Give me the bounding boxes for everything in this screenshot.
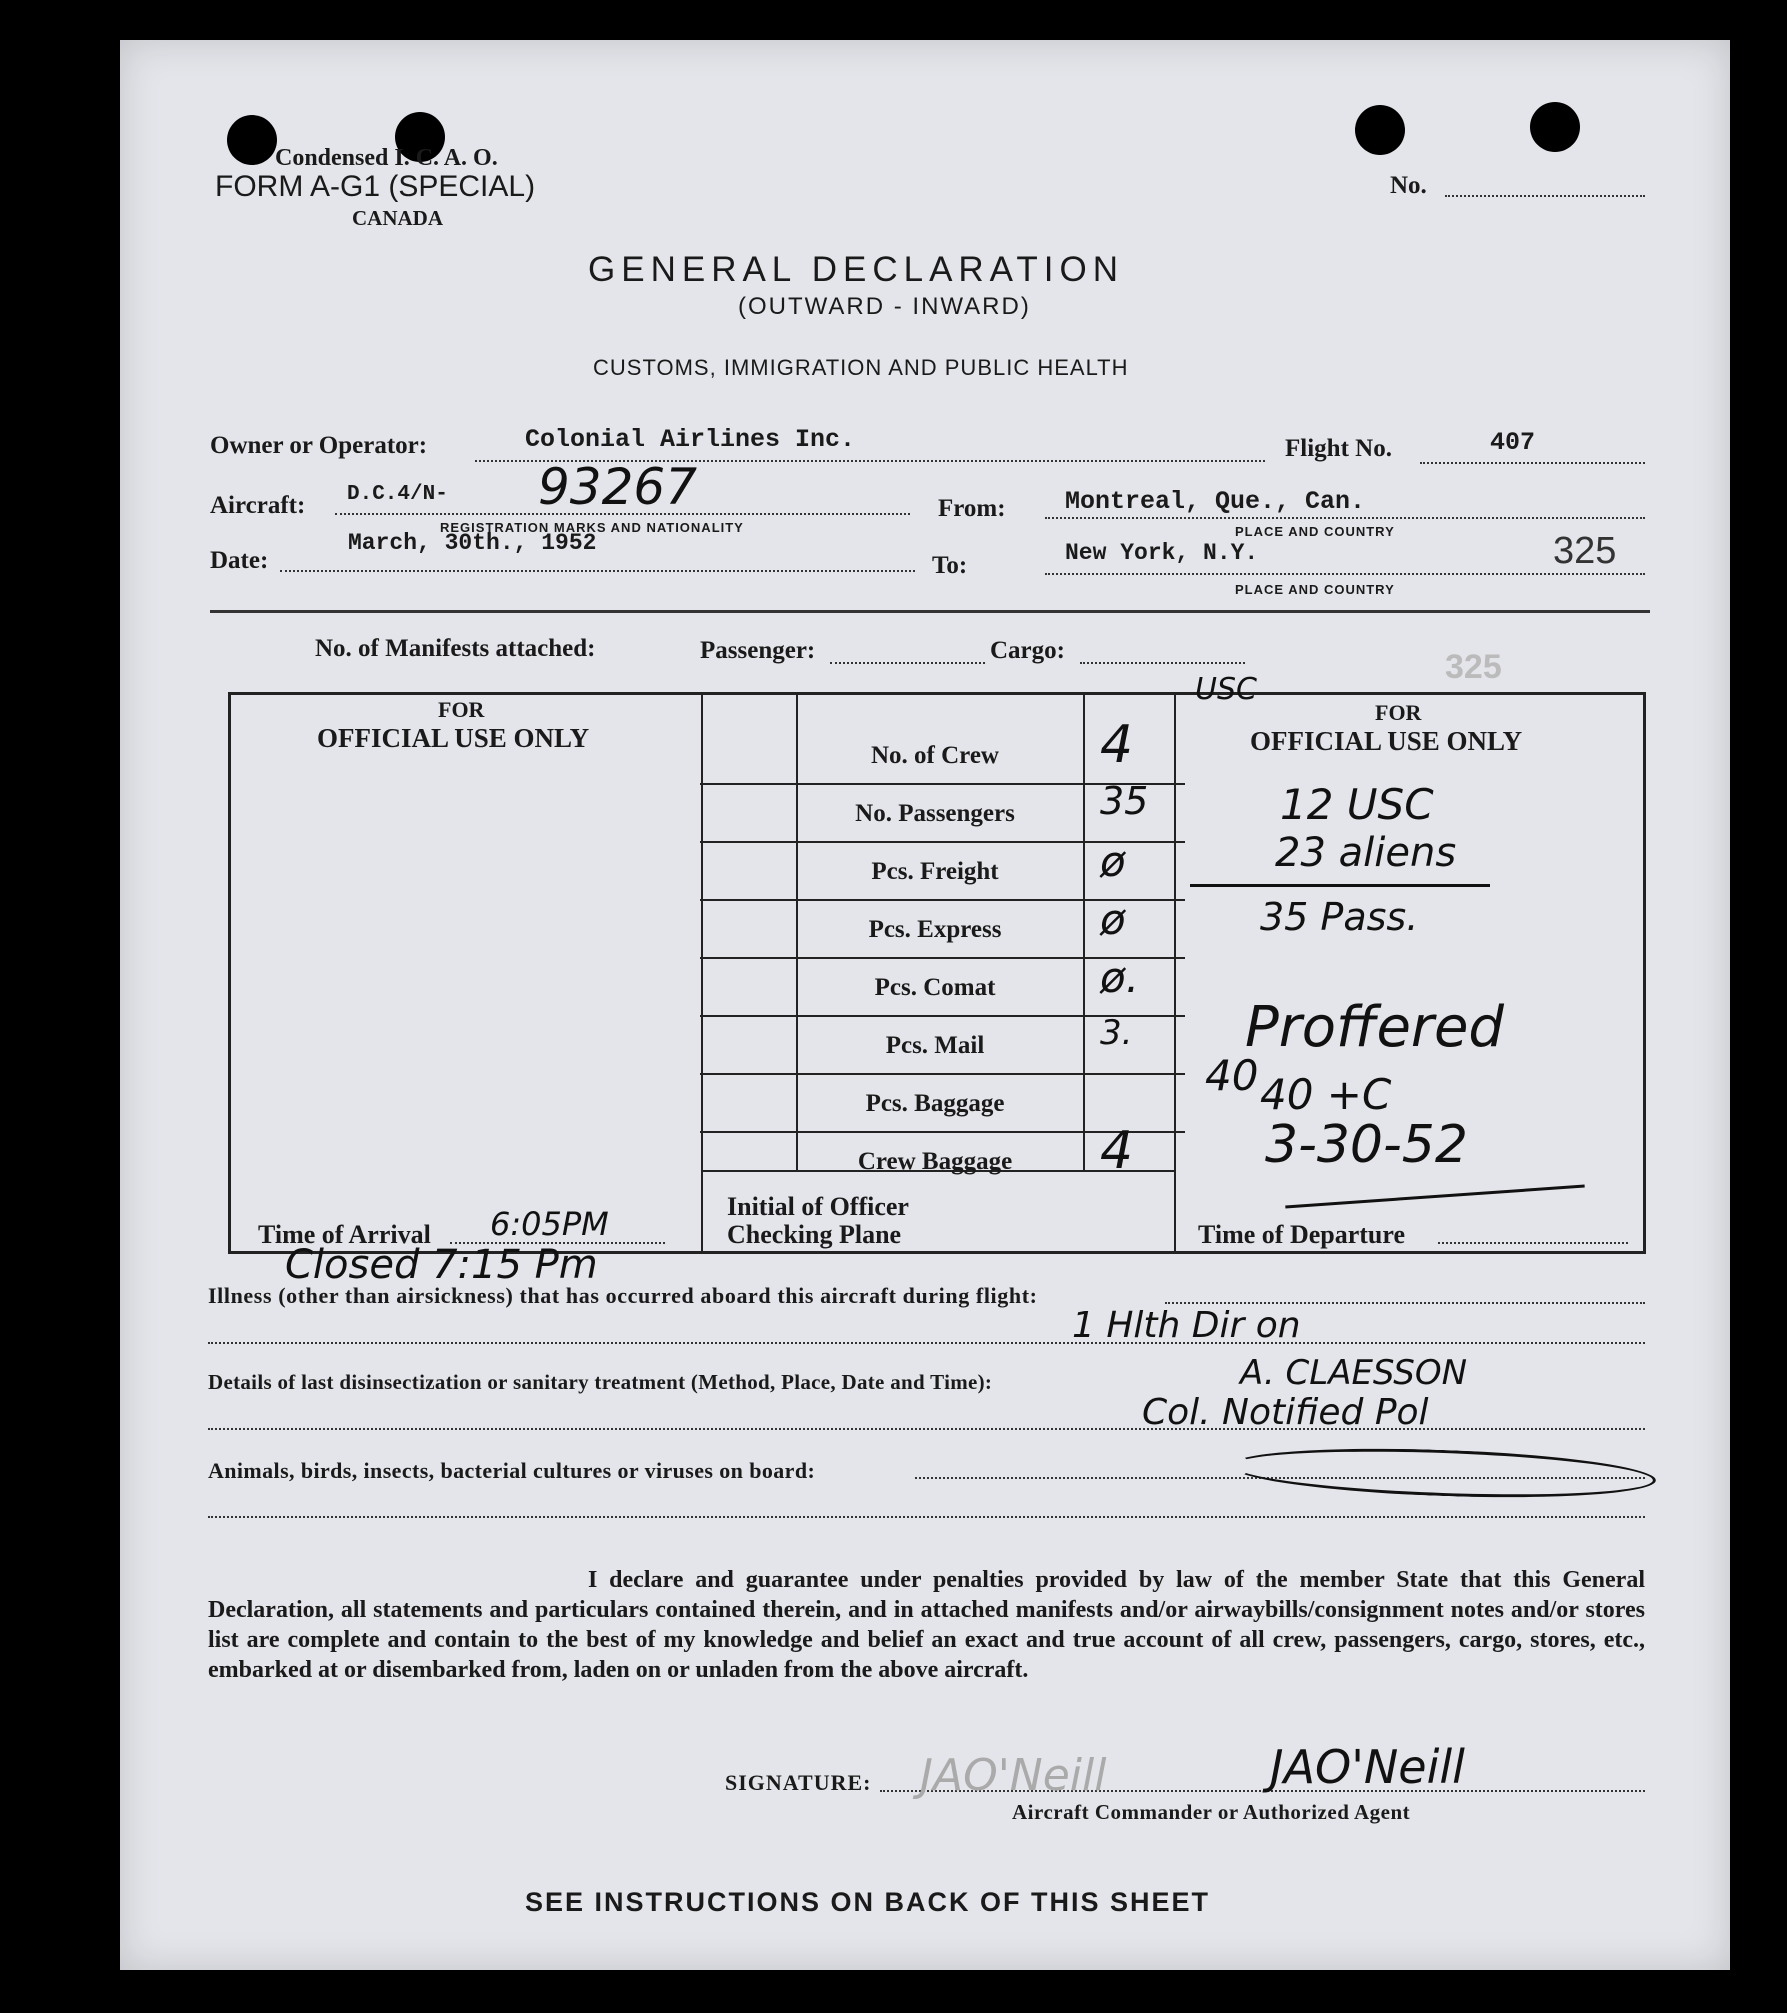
stamp-faint: 325 xyxy=(1445,648,1502,686)
flight-line xyxy=(1420,462,1645,464)
owner-label: Owner or Operator: xyxy=(210,432,428,459)
passenger-line xyxy=(830,662,985,664)
form-line-2: FORM A-G1 (SPECIAL) xyxy=(215,170,536,203)
registration-caption: REGISTRATION MARKS AND NATIONALITY xyxy=(440,520,744,535)
stamp-number: 325 xyxy=(1553,530,1617,572)
table-row xyxy=(700,953,1185,1017)
cargo-line xyxy=(1080,662,1245,664)
illness-label: Illness (other than airsickness) that has occurred aboard this aircraft during flight: xyxy=(208,1283,1038,1308)
row-value: ø. xyxy=(1100,953,1140,1002)
date-line xyxy=(280,570,915,572)
aircraft-line xyxy=(335,513,910,515)
time-arrival-label: Time of Arrival xyxy=(258,1220,431,1249)
row-value: 4 xyxy=(1100,715,1134,775)
row-label: No. of Crew xyxy=(871,742,999,769)
animals-scribble xyxy=(1229,1443,1656,1504)
form-line-3: CANADA xyxy=(352,206,443,230)
row-label: Pcs. Baggage xyxy=(865,1090,1005,1117)
form-line-1: Condensed I. C. A. O. xyxy=(275,145,498,171)
initial-label-2: Checking Plane xyxy=(727,1220,902,1249)
note-line-3: 35 Pass. xyxy=(1260,895,1419,939)
row-value: 35 xyxy=(1100,779,1149,823)
date-value: March, 30th., 1952 xyxy=(348,530,597,556)
animals-label: Animals, birds, insects, bacterial cultures or viruses on board: xyxy=(208,1458,816,1483)
note-line-1: 12 USC xyxy=(1280,780,1434,829)
row-label: Pcs. Freight xyxy=(871,858,999,885)
left-for: FOR xyxy=(438,697,485,722)
initial-label-1: Initial of Officer xyxy=(727,1192,909,1221)
row-label: No. Passengers xyxy=(855,800,1015,827)
flight-value: 407 xyxy=(1490,428,1536,457)
table-row xyxy=(700,779,1185,843)
disinsect-hand-1: A. CLAESSON xyxy=(1240,1353,1468,1393)
note-tc: 40 +C xyxy=(1260,1070,1392,1119)
signature-faint: JAO'Neill xyxy=(920,1750,1107,1801)
note-rule xyxy=(1190,884,1490,887)
aircraft-label: Aircraft: xyxy=(210,492,306,519)
footer-instructions: SEE INSTRUCTIONS ON BACK OF THIS SHEET xyxy=(525,1887,1211,1917)
row-value: ø xyxy=(1100,837,1126,886)
date-label: Date: xyxy=(210,547,269,574)
row-value: 40 xyxy=(1205,1051,1259,1100)
page-title: GENERAL DECLARATION xyxy=(588,250,1125,289)
table-row xyxy=(700,837,1185,901)
disinsect-hand-2: Col. Notified Pol xyxy=(1142,1392,1429,1433)
row-value: 4 xyxy=(1100,1121,1134,1181)
row-label: Crew Baggage xyxy=(857,1148,1013,1175)
note-top: USC xyxy=(1195,672,1257,707)
punch-hole xyxy=(1355,105,1405,155)
no-label: No. xyxy=(1390,172,1427,199)
row-label: Pcs. Mail xyxy=(885,1032,985,1059)
note-stamp: Proffered xyxy=(1245,995,1504,1060)
to-value: New York, N.Y. xyxy=(1065,540,1259,566)
right-for: FOR xyxy=(1375,700,1422,725)
from-label: From: xyxy=(938,495,1006,522)
manifests-label: No. of Manifests attached: xyxy=(315,635,596,662)
to-label: To: xyxy=(932,552,968,579)
no-line xyxy=(1445,195,1645,197)
aircraft-value: D.C.4/N- xyxy=(347,483,448,506)
disinsect-label: Details of last disinsectization or sanitary treatment (Method, Place, Date and Time): xyxy=(208,1370,993,1394)
note-date: 3-30-52 xyxy=(1265,1115,1468,1175)
to-place-caption: PLACE AND COUNTRY xyxy=(1235,582,1395,597)
signature-caption: Aircraft Commander or Authorized Agent xyxy=(1012,1800,1411,1824)
time-departure-line xyxy=(1438,1242,1628,1244)
from-place-caption: PLACE AND COUNTRY xyxy=(1235,524,1395,539)
left-official: OFFICIAL USE ONLY xyxy=(317,723,590,753)
from-value: Montreal, Que., Can. xyxy=(1065,487,1366,516)
owner-value: Colonial Airlines Inc. xyxy=(525,425,856,454)
disinsect-line xyxy=(208,1428,1645,1430)
row-label: Pcs. Comat xyxy=(874,974,996,1001)
row-value: ø xyxy=(1100,895,1126,944)
animals-line-2 xyxy=(208,1516,1645,1518)
note-line-2: 23 aliens xyxy=(1275,830,1457,876)
closed-note: Closed 7:15 Pm xyxy=(285,1242,598,1288)
table-row xyxy=(700,895,1185,959)
signature-label: SIGNATURE: xyxy=(725,1770,872,1795)
signature: JAO'Neill xyxy=(1270,1740,1465,1794)
cargo-label: Cargo: xyxy=(990,637,1065,664)
aircraft-handwritten: 93267 xyxy=(538,458,698,516)
table-row xyxy=(700,1015,1185,1075)
table-row xyxy=(700,715,1185,785)
illness-line-1 xyxy=(1165,1302,1645,1304)
to-line xyxy=(1045,573,1645,575)
form-sheet xyxy=(120,40,1730,1970)
passenger-label: Passenger: xyxy=(700,637,816,664)
table-row xyxy=(700,1121,1185,1189)
punch-hole xyxy=(1530,102,1580,152)
time-arrival-value: 6:05PM xyxy=(490,1205,609,1243)
right-official: OFFICIAL USE ONLY xyxy=(1250,726,1523,756)
from-line xyxy=(1045,517,1645,519)
header-divider xyxy=(210,610,1650,613)
declaration-body: I declare and guarantee under penalties provided by law of the member State that this General Declaration, all statements and particulars contained therein, and in attached manifests and/or airwaybills/consignment notes and/or stores list are complete and contain to the best of my knowledge and belief an exact and true account of all crew, passengers, cargo, stores, etc., embarked at or disembarked from, laden on or unladen from the above aircraft. xyxy=(208,1567,1645,1683)
page-subtitle: (OUTWARD - INWARD) xyxy=(738,293,1031,320)
declaration-text xyxy=(208,1565,1645,1685)
illness-hand: 1 Hlth Dir on xyxy=(1072,1305,1301,1346)
illness-line-2 xyxy=(208,1342,1645,1344)
page-subheading: CUSTOMS, IMMIGRATION AND PUBLIC HEALTH xyxy=(593,355,1129,380)
row-label: Pcs. Express xyxy=(868,916,1002,943)
flight-label: Flight No. xyxy=(1285,435,1392,462)
time-departure-label: Time of Departure xyxy=(1198,1220,1405,1249)
row-value: 3. xyxy=(1100,1013,1133,1053)
punch-hole xyxy=(227,115,277,165)
